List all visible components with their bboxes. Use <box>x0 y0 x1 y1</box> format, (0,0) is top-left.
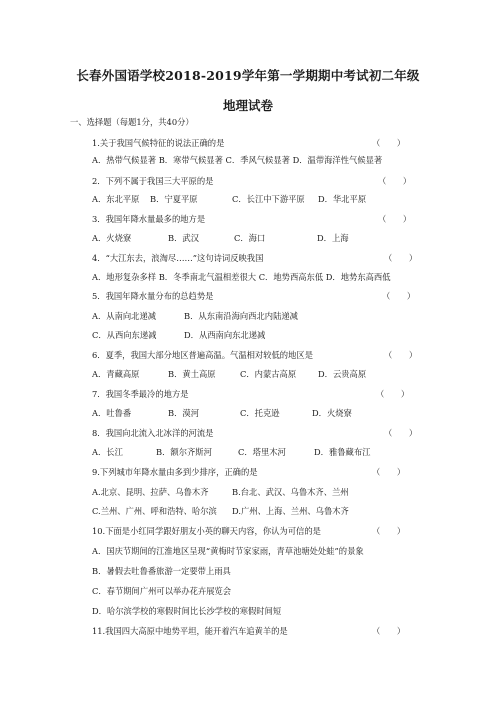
question-6-stem: 6．夏季，我国大部分地区普遍高温。气温相对较低的地区是 <box>92 350 313 360</box>
question-2-option-c: C．长江中下游平原 <box>232 194 305 204</box>
question-7-stem: 7．我国冬季最冷的地方是 <box>92 389 189 399</box>
question-2-option-d: D．华北平原 <box>318 194 367 204</box>
answer-blank-1: （ ） <box>372 138 406 148</box>
question-5-stem: 5．我国年降水量分布的总趋势是 <box>92 291 214 301</box>
answer-blank-10: （ ） <box>372 526 406 536</box>
exam-title: 长春外国语学校2018-2019学年第一学期期中考试初二年级 <box>76 68 420 83</box>
exam-subtitle: 地理试卷 <box>222 98 273 113</box>
answer-blank-3: （ ） <box>378 214 412 224</box>
question-7-option-c: C．托克逊 <box>240 408 280 418</box>
answer-blank-6: （ ） <box>384 350 418 360</box>
question-3-option-d: D．上海 <box>317 233 349 243</box>
answer-blank-4: （ ） <box>384 253 418 263</box>
question-10-stem: 10.下面是小红同学跟好朋友小英的聊天内容，你认为可信的是 <box>92 526 321 536</box>
question-6-option-a: A．青藏高原 <box>92 369 140 379</box>
question-2-stem: 2．下列不属于我国三大平原的是 <box>92 176 214 186</box>
question-3-option-a: A．火烧寮 <box>92 233 132 243</box>
question-7-option-b: B．漠河 <box>168 408 199 418</box>
question-5-option-c: C．从西向东递减 <box>92 330 157 340</box>
question-8-option-b: B．额尔齐斯河 <box>156 447 212 457</box>
question-10-option-d: D．哈尔滨学校的寒假时间比长沙学校的寒假时间短 <box>92 606 282 616</box>
question-6-option-d: D．云贵高原 <box>318 369 367 379</box>
question-9-option-d: D.广州、上海、兰州、乌鲁木齐 <box>232 506 349 516</box>
question-8-option-a: A．长江 <box>92 447 123 457</box>
question-7-option-a: A．吐鲁番 <box>92 408 132 418</box>
question-3-stem: 3．我国年降水量最多的地方是 <box>92 214 206 224</box>
question-2-option-a: A．东北平原 <box>92 194 140 204</box>
question-11-stem: 11.我国四大高原中地势平坦，能开着汽车追黄羊的是 <box>92 626 288 636</box>
question-5-option-b: B．从东南沿海向西北内陆递减 <box>184 311 298 321</box>
answer-blank-2: （ ） <box>378 176 412 186</box>
answer-blank-11: （ ） <box>372 626 406 636</box>
question-6-option-c: C．内蒙古高原 <box>240 369 297 379</box>
answer-blank-7: （ ） <box>376 389 410 399</box>
question-3-option-c: C．海口 <box>234 233 266 243</box>
question-2-option-b: B．宁夏平原 <box>150 194 198 204</box>
question-6-option-b: B．黄土高原 <box>168 369 216 379</box>
question-9-option-b: B.台北、武汉、乌鲁木齐、兰州 <box>232 487 349 497</box>
question-10-option-c: C．春节期间广州可以举办花卉展览会 <box>92 586 232 596</box>
question-5-option-d: D．从西南向东北递减 <box>184 330 266 340</box>
question-1-options: A．热带气候显著 B．寒带气候显著 C．季风气候显著 D．温带海洋性气候显著 <box>92 155 383 165</box>
question-7-option-d: D．火烧寮 <box>312 408 352 418</box>
question-9-option-c: C.兰州、广州、呼和浩特、哈尔滨 <box>92 506 217 516</box>
question-4-stem: 4．“大江东去，浪淘尽……”这句诗词反映我国 <box>92 253 264 263</box>
question-8-option-c: C．塔里木河 <box>238 447 286 457</box>
question-5-option-a: A．从南向北递减 <box>92 311 157 321</box>
question-9-stem: 9.下列城市年降水量由多到少排序，正确的是 <box>92 467 258 477</box>
question-8-option-d: D．雅鲁藏布江 <box>314 447 371 457</box>
question-9-option-a: A.北京、昆明、拉萨、乌鲁木齐 <box>92 487 209 497</box>
section-heading: 一、选择题（每题1分，共40分） <box>70 117 194 127</box>
answer-blank-8: （ ） <box>384 428 418 438</box>
answer-blank-9: （ ） <box>372 467 406 477</box>
question-1-stem: 1.关于我国气候特征的说法正确的是 <box>92 138 225 148</box>
answer-blank-5: （ ） <box>382 291 416 301</box>
question-8-stem: 8．我国向北流入北冰洋的河流是 <box>92 428 214 438</box>
question-10-option-a: A．国庆节期间的江淮地区呈现“黄梅时节家家雨，青草池塘处处蛙”的景象 <box>92 546 364 556</box>
question-3-option-b: B．武汉 <box>168 233 199 243</box>
question-10-option-b: B．暑假去吐鲁番旅游一定要带上雨具 <box>92 566 231 576</box>
question-4-options: A．地形复杂多样 B．冬季南北气温相差很大 C．地势西高东低 D．地势东高西低 <box>92 272 391 282</box>
